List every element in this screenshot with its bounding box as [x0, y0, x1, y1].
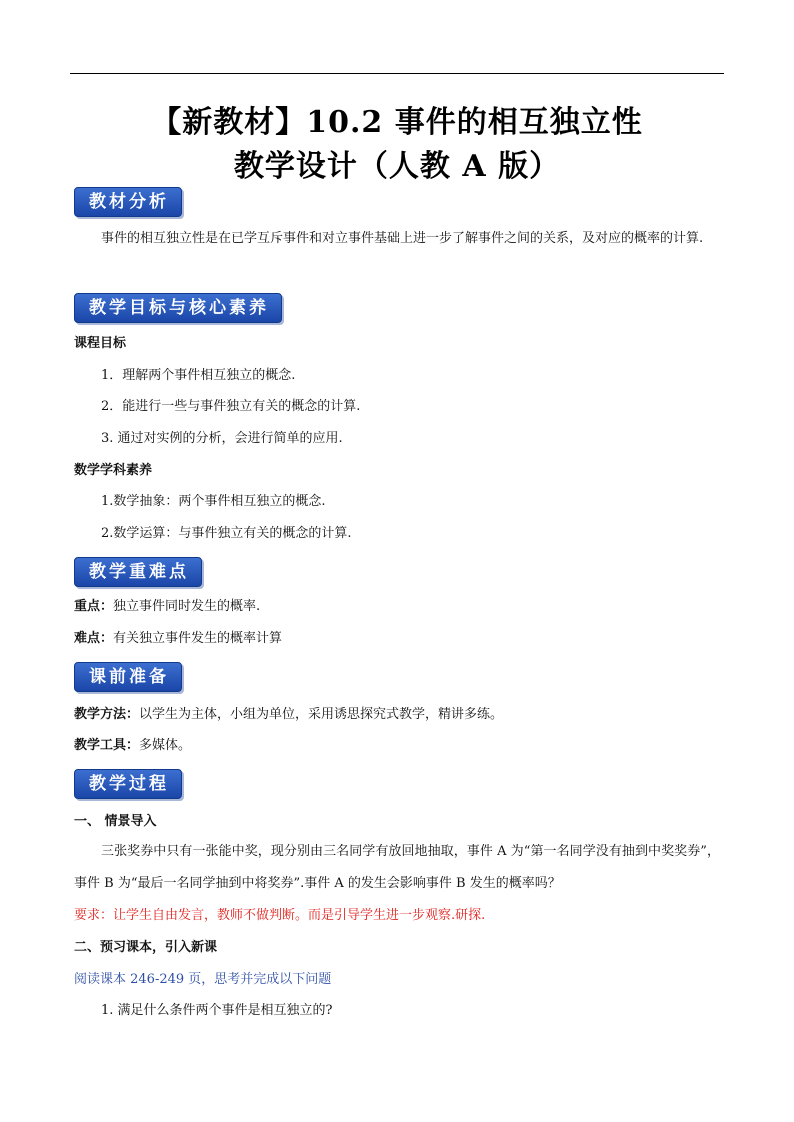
course-goal-item: 3. 通过对实例的分析，会进行简单的应用. [101, 431, 343, 446]
teaching-method-line [74, 706, 503, 724]
difficult-point-label: 难点： [74, 631, 114, 646]
document-title-line1: 【新教材】10.2 事件的相互独立性 [151, 105, 643, 140]
section-heading-analysis: 教材分析 [74, 187, 182, 217]
section-heading-key-points: 教学重难点 [74, 557, 202, 587]
key-point-line [74, 598, 260, 616]
teaching-method-text: 以学生为主体，小组为单位，采用诱思探究式教学，精讲多练。 [139, 707, 504, 722]
literacy-item: 2.数学运算：与事件独立有关的概念的计算. [101, 526, 352, 541]
section-heading-goals: 教学目标与核心素养 [74, 293, 282, 323]
part1-paragraph: 三张奖券中只有一张能中奖，现分别由三名同学有放回地抽取，事件 A 为“第一名同学没有抽到中奖奖券”，事件 B 为“最后一名同学抽到中将奖券”.事件 A 的发生会影响事件 B 发生的概率吗？ [74, 844, 720, 891]
reading-task: 阅读课本 246-249 页，思考并完成以下问题 [74, 972, 332, 987]
analysis-paragraph: 事件的相互独立性是在已学互斥事件和对立事件基础上进一步了解事件之间的关系，及对应的概率的计算. [101, 231, 704, 246]
course-goals-label: 课程目标 [74, 336, 127, 351]
header-rule [70, 73, 724, 74]
course-goal-item: 2．能进行一些与事件独立有关的概念的计算. [101, 399, 361, 414]
literacy-item: 1.数学抽象：两个事件相互独立的概念. [101, 494, 326, 509]
key-point-text: 独立事件同时发生的概率. [113, 599, 261, 614]
teaching-tools-label: 教学工具： [74, 738, 140, 753]
difficult-point-line [74, 630, 282, 648]
document-title-line2: 教学设计（人教 A 版） [233, 149, 561, 184]
course-goal-item: 1．理解两个事件相互独立的概念. [101, 368, 296, 383]
section-heading-process: 教学过程 [74, 769, 182, 799]
teaching-method-label: 教学方法： [74, 707, 140, 722]
question-item: 1. 满足什么条件两个事件是相互独立的? [101, 1003, 333, 1018]
part2-title: 二、预习课本，引入新课 [74, 940, 218, 955]
teaching-tools-line [74, 737, 191, 755]
section-heading-preparation: 课前准备 [74, 662, 182, 692]
literacy-label: 数学学科素养 [74, 463, 153, 478]
key-point-label: 重点： [74, 599, 114, 614]
difficult-point-text: 有关独立事件发生的概率计算 [113, 631, 283, 646]
requirement-note: 要求：让学生自由发言，教师不做判断。而是引导学生进一步观察.研探. [74, 908, 486, 923]
teaching-tools-text: 多媒体。 [139, 738, 192, 753]
part1-title: 一、 情景导入 [74, 814, 157, 829]
